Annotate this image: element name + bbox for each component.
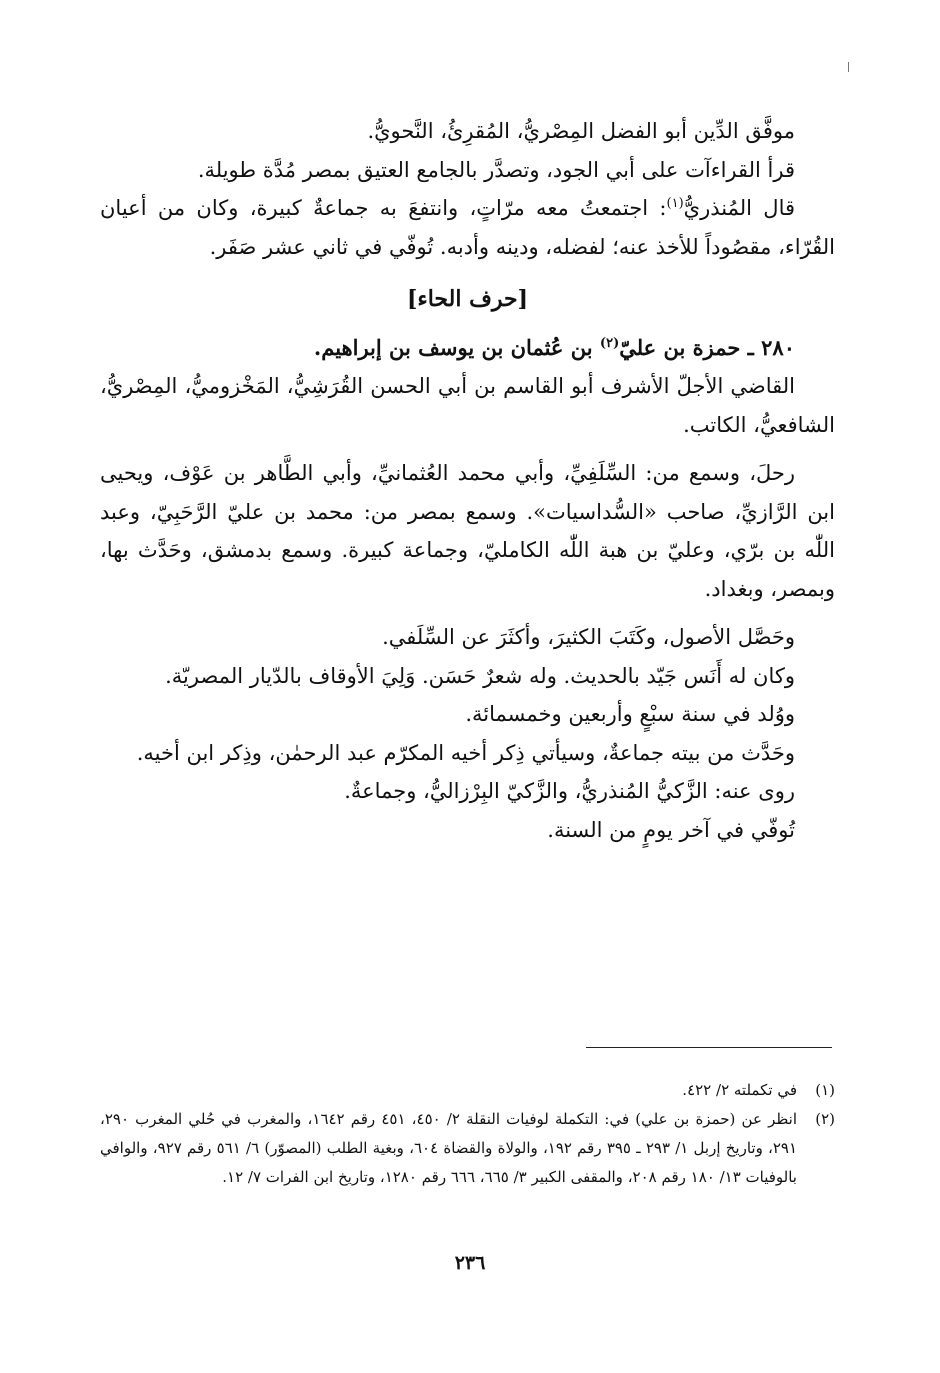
entry-paragraph-birth: ووُلد في سنة سبْعٍ وأربعين وخمسمائة. bbox=[465, 702, 795, 726]
entry-heading-rest: بن عُثمان بن يوسف بن إبراهيم. bbox=[313, 334, 600, 360]
footnote-text: في تكملته ٢/ ٤٢٢. bbox=[682, 1081, 797, 1099]
entry-paragraph-writings: وحَصَّل الأصول، وكَتَبَ الكثيرَ، وأكثَرَ عن السِّلَفي. bbox=[382, 625, 795, 649]
entry-paragraph-teachers: رحلَ، وسمع من: السِّلَفِيِّ، وأبي محمد العُثمانيِّ، وأبي الطَّاهر بن عَوْف، ويحيى ابن الرَّازيِّ، صاحب «السُّداسيات». وسمع بمصر من: محمد بن عليّ الرَّحَبِيّ، وعبد اللّٰه بن برّي، وعليّ بن هبة اللّٰه الكامليّ، وجماعة كبيرة. وسمع بدمشق، وحَدَّث بها، وبمصر، وبغداد. bbox=[100, 461, 835, 601]
entry-paragraph-qualities: وكان له أَنَس جَيّد بالحديث. وله شعرٌ حَسَن. وَلِيَ الأوقاف بالدّيار المصريّة. bbox=[165, 663, 795, 688]
entry-heading bbox=[100, 329, 835, 368]
footnote-ref-1[interactable]: (١) bbox=[666, 196, 684, 211]
prev-entry-line3-rest: : اجتمعتُ معه مرّاتٍ، وانتفعَ به جماعةٌ كبيرة، وكان من أعيان القُرّاء، مقصُوداً للأخذ عنه؛ لفضله، ودينه وأدبه. تُوفّي في ثاني عشر صَفَر. bbox=[100, 196, 835, 259]
margin-mark bbox=[848, 62, 849, 72]
entry-paragraph-death: تُوفّي في آخر يومٍ من السنة. bbox=[547, 817, 795, 842]
prev-entry-line2: قرأ القراءآت على أبي الجود، وتصدَّر بالجامع العتيق بمصر مُدَّة طويلة. bbox=[197, 157, 795, 182]
main-text-block bbox=[100, 112, 835, 849]
footnote-item bbox=[100, 1076, 835, 1105]
page-number: ٢٣٦ bbox=[454, 1252, 486, 1274]
footnote-divider bbox=[586, 1047, 832, 1048]
entry-heading-start: ٢٨٠ ـ حمزة بن عليّ bbox=[619, 334, 795, 360]
footnote-number: (٢) bbox=[815, 1110, 835, 1128]
section-heading: [حرف الحاء] bbox=[406, 286, 529, 312]
footnote-text: انظر عن (حمزة بن علي) في: التكملة لوفيات النقلة ٢/ ٤٥٠، ٤٥١ رقم ١٦٤٢، والمغرب في حُلي المغرب ٢٩٠، ٢٩١، وتاريخ إربل ١/ ٢٩٣ ـ ٣٩٥ رقم ١٩٢، والولاة والقضاة ٦٠٤، وبغية الطلب (المصوّر) ٦/ ٥٦١ رقم ٩٢٧، والوافي بالوفيات ١٣/ ١٨٠ رقم ٢٠٨، والمقفى الكبير ٣/ ٦٦٥، ٦٦٦ رقم ١٢٨٠، وتاريخ ابن الفرات ٧/ ١٢. bbox=[100, 1110, 798, 1186]
prev-entry-line3-start: قال المُنذريُّ bbox=[683, 196, 796, 220]
entry-paragraph-students: روى عنه: الزَّكيُّ المُنذريُّ، والزَّكيّ البِرْزاليُّ، وجماعةٌ. bbox=[344, 779, 795, 803]
footnotes-block bbox=[100, 1076, 835, 1192]
footnote-ref-2[interactable]: (٢) bbox=[599, 335, 620, 351]
entry-paragraph-titles: القاضي الأجلّ الأشرف أبو القاسم بن أبي الحسن القُرَشِيُّ، المَخْزوميُّ، المِصْريُّ، الشافعيُّ، الكاتب. bbox=[100, 374, 835, 437]
footnote-number: (١) bbox=[815, 1081, 835, 1099]
footnote-item bbox=[100, 1105, 835, 1192]
prev-entry-line1: موفَّق الدِّين أبو الفضل المِصْريُّ، المُقرِئُ، النَّحويُّ. bbox=[367, 119, 795, 143]
prev-entry-line3 bbox=[100, 189, 835, 266]
entry-paragraph-family: وحَدَّث من بيته جماعةٌ، وسيأتي ذِكر أخيه المكرّم عبد الرحمٰن، وذِكر ابن أخيه. bbox=[136, 740, 795, 765]
